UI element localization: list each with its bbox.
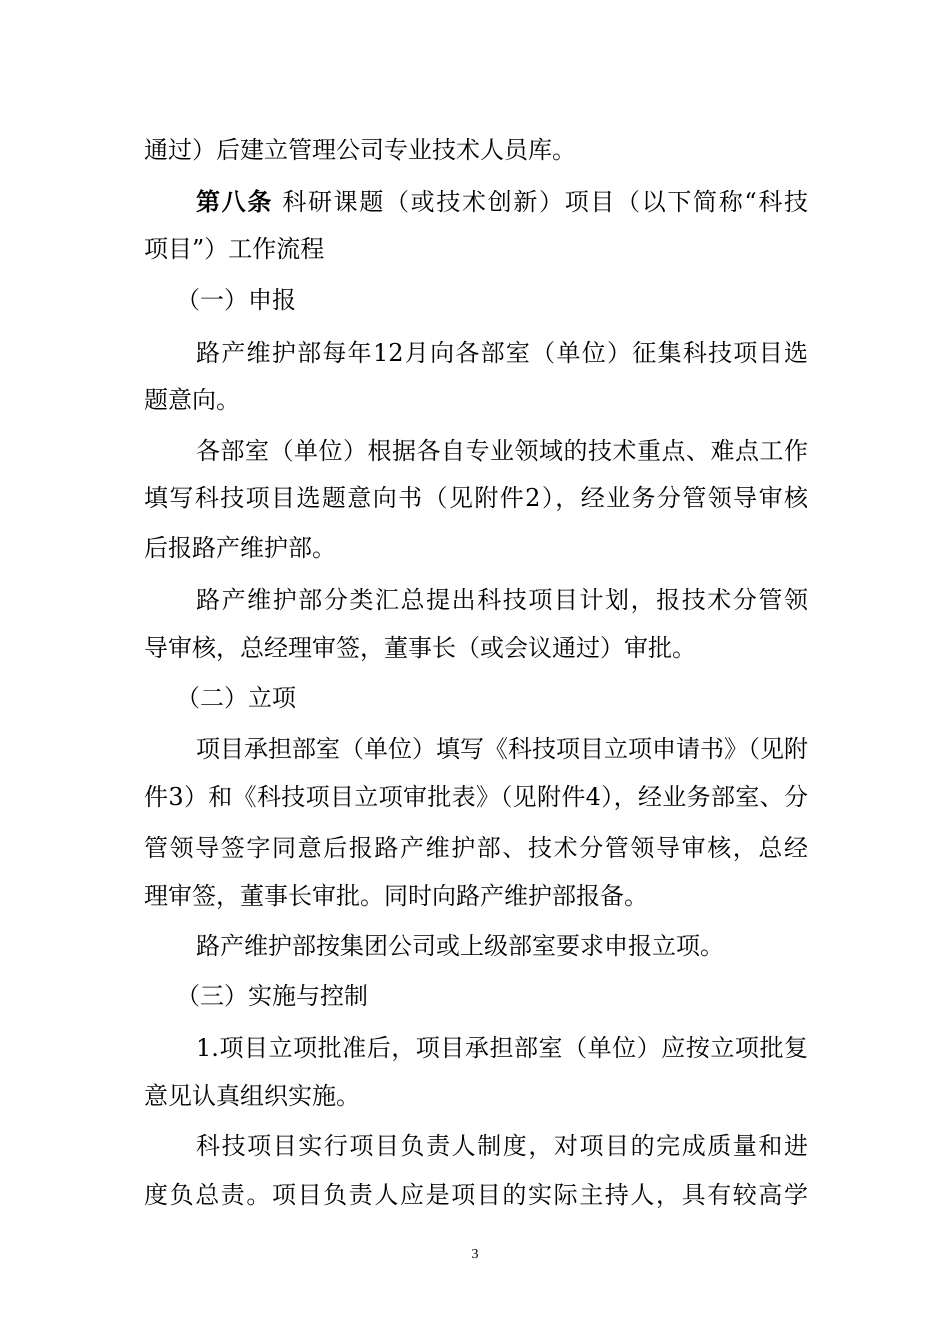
page-number: 3 — [471, 1247, 479, 1262]
text-line-22: 度负总责。项目负责人应是项目的实际主持人，具有较高学 — [144, 1181, 808, 1209]
text-line-7: 各部室（单位）根据各自专业领域的技术重点、难点工作 — [196, 437, 808, 465]
text-line-16: 理审签，董事长审批。同时向路产维护部报备。 — [144, 882, 648, 910]
text-line-9: 后报路产维护部。 — [144, 534, 336, 562]
article-8-heading-line: 第八条 科研课题（或技术创新）项目（以下简称“科技 — [196, 188, 808, 216]
text-line-8: 填写科技项目选题意向书（见附件2），经业务分管领导审核 — [144, 484, 808, 512]
section-heading-apply: （一）申报 — [176, 286, 296, 314]
text-line-20: 意见认真组织实施。 — [144, 1082, 360, 1110]
text-line-13: 项目承担部室（单位）填写《科技项目立项申请书》（见附 — [196, 735, 808, 763]
article-number: 第八条 — [196, 188, 274, 216]
text-line-5: 路产维护部每年12月向各部室（单位）征集科技项目选 — [196, 339, 808, 367]
text-line-15: 管领导签字同意后报路产维护部、技术分管领导审核，总经 — [144, 834, 808, 862]
text-line-6: 题意向。 — [144, 386, 240, 414]
section-heading-implementation: （三）实施与控制 — [176, 982, 368, 1010]
text-line-21: 科技项目实行项目负责人制度，对项目的完成质量和进 — [196, 1132, 808, 1160]
text-line-3: 项目”）工作流程 — [144, 235, 325, 263]
text-line-17: 路产维护部按集团公司或上级部室要求申报立项。 — [196, 932, 724, 960]
section-heading-project-approval: （二）立项 — [176, 684, 296, 712]
text-line-19: 1.项目立项批准后，项目承担部室（单位）应按立项批复 — [196, 1034, 808, 1062]
text-line-14: 件3）和《科技项目立项审批表》（见附件4），经业务部室、分 — [144, 783, 808, 811]
text-line-10: 路产维护部分类汇总提出科技项目计划，报技术分管领 — [196, 586, 808, 614]
text-line-11: 导审核，总经理审签，董事长（或会议通过）审批。 — [144, 634, 696, 662]
text-line-1: 通过）后建立管理公司专业技术人员库。 — [144, 136, 576, 164]
